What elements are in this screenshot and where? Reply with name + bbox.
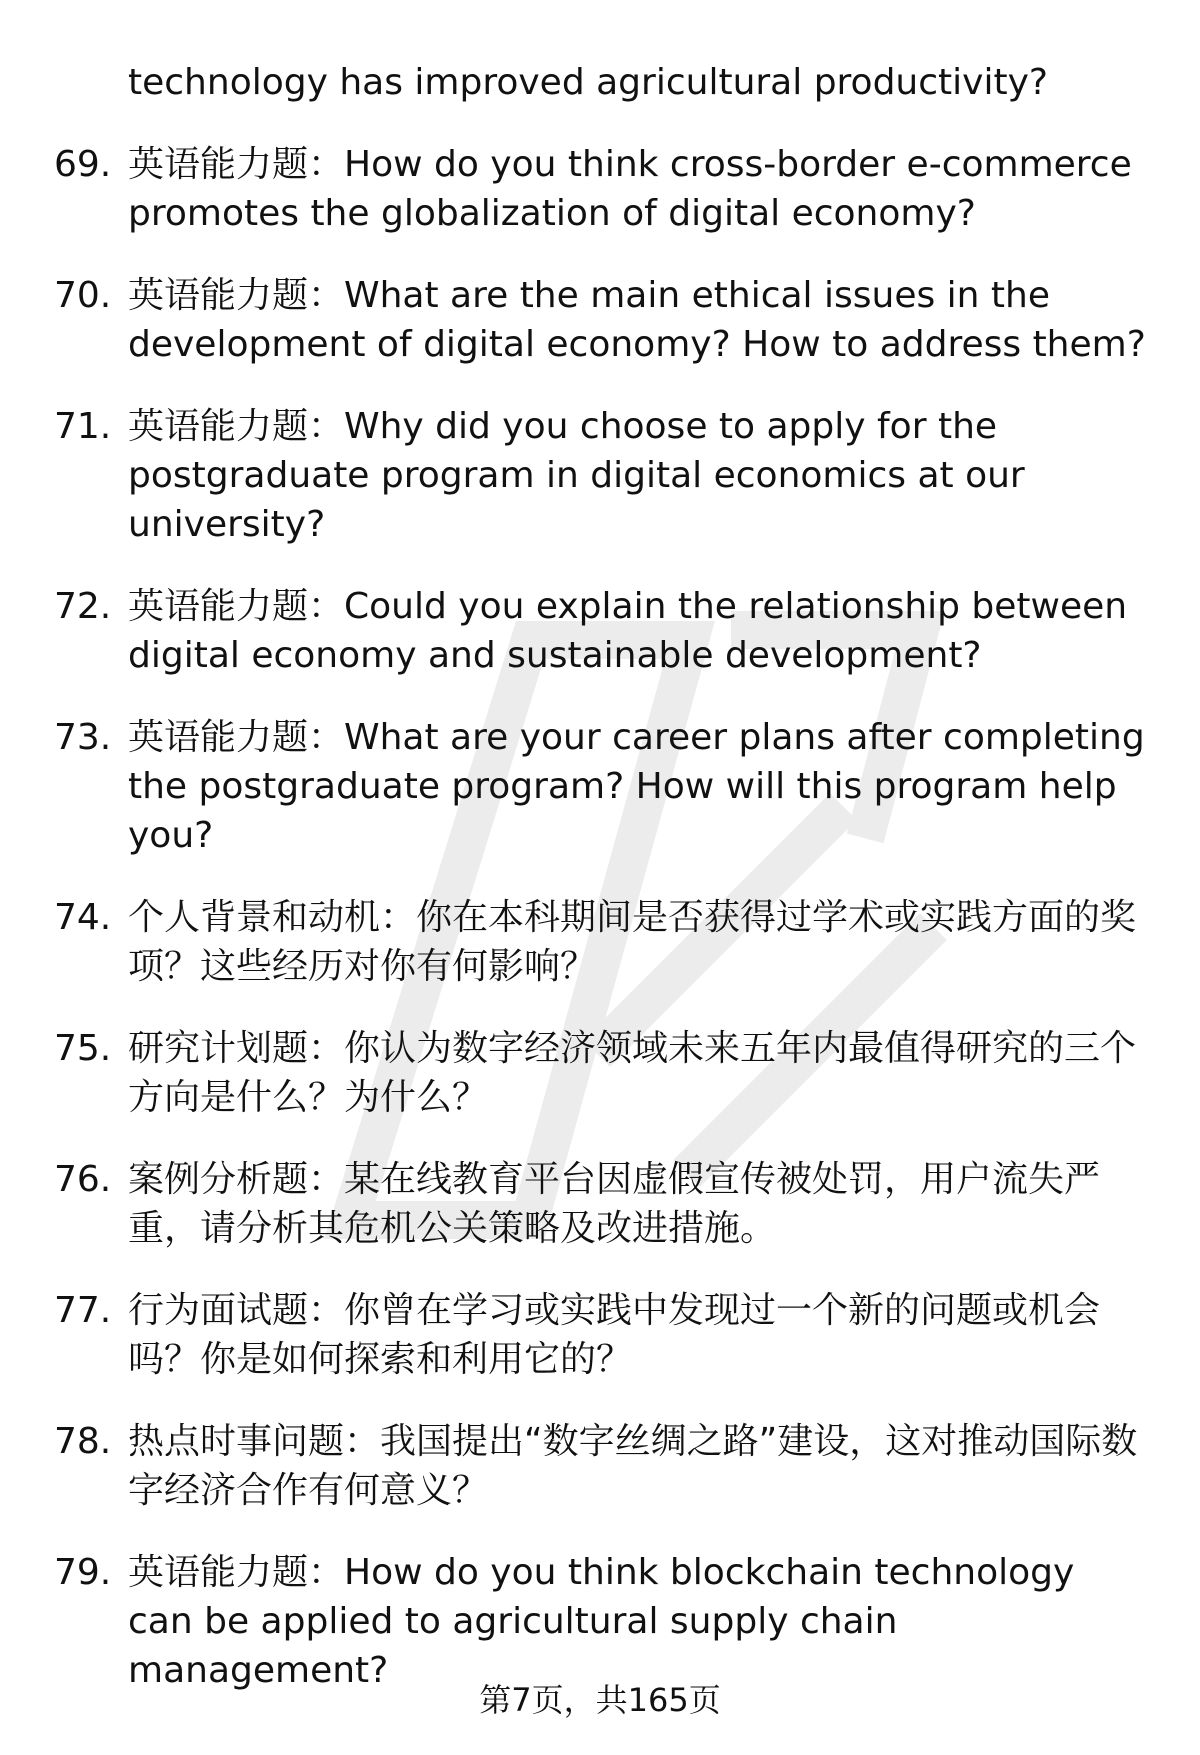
item-number: 76. [54, 1159, 112, 1200]
list-item [0, 582, 1200, 680]
item-number: 74. [54, 897, 112, 938]
item-number: 73. [54, 717, 112, 758]
item-text: 研究计划题：你认为数字经济领域未来五年内最值得研究的三个方向是什么？为什么？ [128, 1028, 1137, 1118]
item-text: 热点时事问题：我国提出“数字丝绸之路”建设，这对推动国际数字经济合作有何意义？ [128, 1421, 1138, 1511]
item-number: 70. [54, 275, 112, 316]
list-item [0, 1286, 1200, 1384]
list-item [0, 58, 1200, 107]
item-text: 行为面试题：你曾在学习或实践中发现过一个新的问题或机会吗？你是如何探索和利用它的？ [128, 1290, 1101, 1380]
item-text: 英语能力题：What are the main ethical issues in the development of digital economy? How to address them? [128, 275, 1146, 365]
item-number: 71. [54, 406, 112, 447]
list-item [0, 893, 1200, 991]
item-text: 英语能力题：What are your career plans after completing the postgraduate program? How will this program help you? [128, 717, 1145, 856]
list-item [0, 271, 1200, 369]
item-number: 77. [54, 1290, 112, 1331]
item-number: 75. [54, 1028, 112, 1069]
list-item [0, 1024, 1200, 1122]
list-item [0, 140, 1200, 238]
item-number: 72. [54, 586, 112, 627]
list-item [0, 1155, 1200, 1253]
question-list [0, 58, 1200, 1728]
list-item [0, 1417, 1200, 1515]
list-item [0, 402, 1200, 549]
item-text: 个人背景和动机：你在本科期间是否获得过学术或实践方面的奖项？这些经历对你有何影响？ [128, 897, 1137, 987]
item-text: 英语能力题：Could you explain the relationship between digital economy and sustainable development? [128, 586, 1128, 676]
list-item [0, 1548, 1200, 1695]
item-number: 69. [54, 144, 112, 185]
item-text: technology has improved agricultural productivity? [128, 62, 1048, 103]
item-number: 79. [54, 1552, 112, 1593]
list-item [0, 713, 1200, 860]
item-text: 案例分析题：某在线教育平台因虚假宣传被处罚，用户流失严重，请分析其危机公关策略及改进措施。 [128, 1159, 1101, 1249]
item-number: 78. [54, 1421, 112, 1462]
item-text: 英语能力题：How do you think cross-border e-commerce promotes the globalization of digital economy? [128, 144, 1132, 234]
page-footer: 第7页，共165页 [479, 1681, 721, 1719]
item-text: 英语能力题：How do you think blockchain technology can be applied to agricultural supply chain management? [128, 1552, 1075, 1691]
item-text: 英语能力题：Why did you choose to apply for the postgraduate program in digital economics at our university? [128, 406, 1025, 545]
